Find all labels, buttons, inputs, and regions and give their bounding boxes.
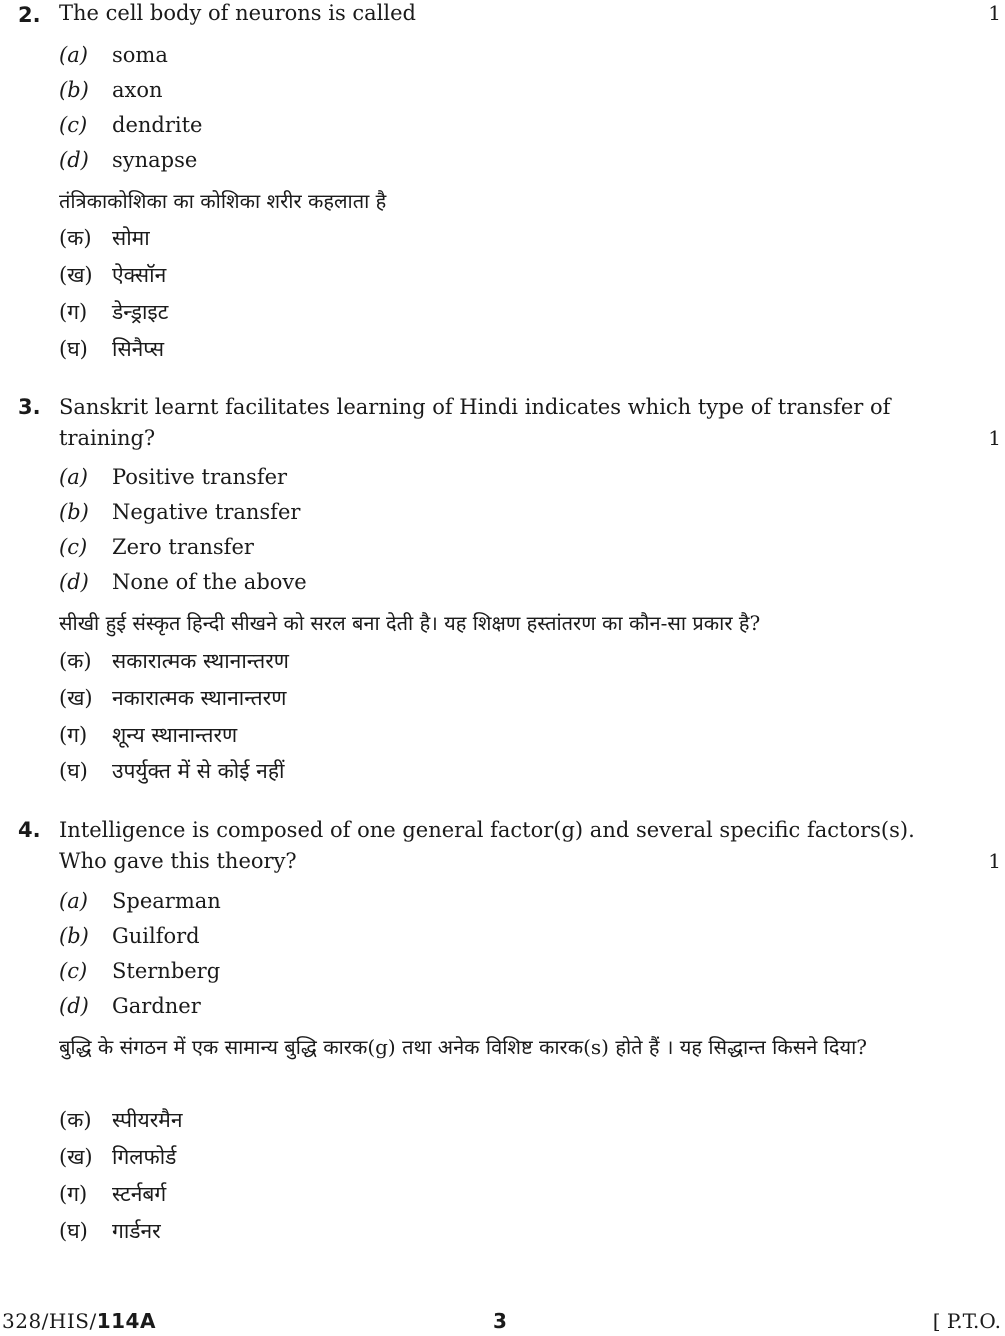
hindi-question-text: बुद्धि के संगठन में एक सामान्य बुद्धि कारक(g) तथा अनेक विशिष्ट कारक(s) होते हैं । यह सिद्धान्त किसने दिया?: [59, 1035, 867, 1059]
option-a: (a) Spearman: [59, 889, 221, 913]
page-footer: [0, 1306, 1005, 1336]
option-a: (a) Positive transfer: [59, 465, 288, 489]
option-d: (d) None of the above: [59, 570, 307, 594]
hindi-option-ga: (ग) शून्य स्थानान्तरण: [59, 723, 238, 747]
question-marks: 1: [988, 1, 1001, 25]
hindi-option-ka: (क) सकारात्मक स्थानान्तरण: [59, 649, 289, 673]
option-c: (c) Sternberg: [59, 959, 221, 983]
option-b: (b) axon: [59, 78, 163, 102]
option-b: (b) Guilford: [59, 924, 200, 948]
question-number: 2.: [18, 3, 41, 27]
question-text: Intelligence is composed of one general factor(g) and several specific factors(s). Who gave this theory?: [59, 818, 915, 873]
hindi-option-gha: (घ) गार्डनर: [59, 1219, 161, 1243]
option-d: (d) Gardner: [59, 994, 201, 1018]
paper-code: 328/HIS/114A: [2, 1309, 156, 1333]
hindi-question-text: तंत्रिकाकोशिका का कोशिका शरीर कहलाता है: [59, 189, 387, 213]
hindi-option-ga: (ग) स्टर्नबर्ग: [59, 1182, 167, 1206]
question-text: Sanskrit learnt facilitates learning of Hindi indicates which type of transfer of training?: [59, 395, 891, 450]
hindi-question-text: सीखी हुई संस्कृत हिन्दी सीखने को सरल बना देती है। यह शिक्षण हस्तांतरण का कौन-सा प्रकार है?: [59, 611, 761, 635]
option-b: (b) Negative transfer: [59, 500, 301, 524]
pto-label: [ P.T.O.: [932, 1309, 1001, 1333]
hindi-option-kha: (ख) नकारात्मक स्थानान्तरण: [59, 686, 287, 710]
option-d: (d) synapse: [59, 148, 198, 172]
hindi-option-gha: (घ) उपर्युक्त में से कोई नहीं: [59, 759, 285, 783]
paper-code-bold: 114A: [96, 1309, 156, 1333]
page-number: 3: [493, 1309, 507, 1333]
hindi-option-kha: (ख) ऐक्सॉन: [59, 263, 167, 287]
hindi-option-ka: (क) स्पीयरमैन: [59, 1108, 183, 1132]
question-number: 3.: [18, 395, 41, 419]
question-marks: 1: [988, 849, 1001, 873]
question-marks: 1: [988, 426, 1001, 450]
hindi-option-ga: (ग) डेन्ड्राइट: [59, 300, 169, 324]
hindi-option-ka: (क) सोमा: [59, 226, 150, 250]
question-number: 4.: [18, 818, 41, 842]
option-a: (a) soma: [59, 43, 168, 67]
hindi-option-gha: (घ) सिनैप्स: [59, 337, 165, 361]
option-c: (c) Zero transfer: [59, 535, 254, 559]
option-c: (c) dendrite: [59, 113, 203, 137]
hindi-option-kha: (ख) गिलफोर्ड: [59, 1145, 177, 1169]
question-text: The cell body of neurons is called: [59, 1, 416, 25]
